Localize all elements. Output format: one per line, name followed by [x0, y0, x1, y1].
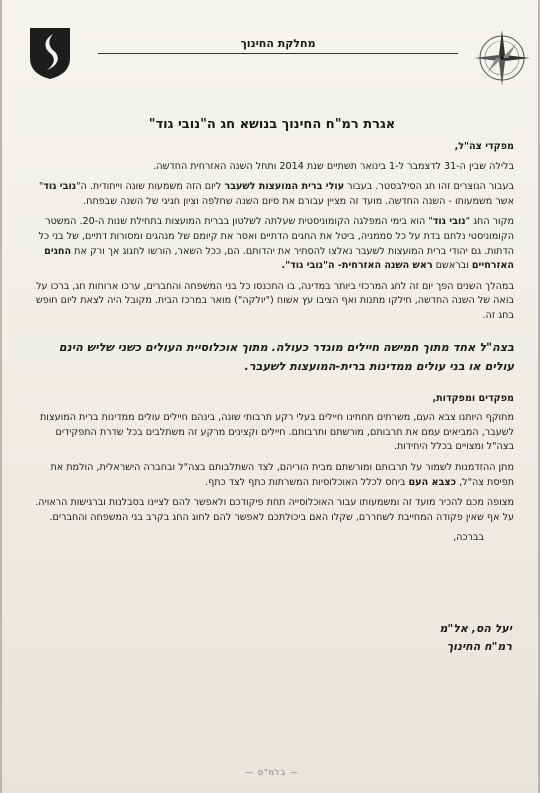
p2-text-a: בעבור הנוצרים זהו חג הסילבסטר. בעבור: [344, 181, 514, 193]
signature-block: [362, 620, 512, 656]
greeting: מפקדי צה"ל,: [454, 141, 514, 152]
p3-text-c: " הוא בימי המפלגה הקומוניסטית שעלתה לשלטון בברית המועצות בתחילת שנות ה-20. המשטר הקומוניסטי נלחם בדת על כל סממניה, ביטל את החגים הדתיים ואסר את קיומם של מנהגים ומסורות דתיים, של בני כל הדתות. גם יהודי ברית המועצות לשעבר נאלצו להסתיר את יהדותם. הם, ככל השאר, הורשו לחגוג אך ורק את: [38, 216, 514, 257]
p6-text-c: ביחס לכלל האוכלוסיות המשרתות כתף לצד כתף.: [205, 476, 409, 488]
p6-text-a: מתן ההזדמנות לשמור על תרבותם ומורשתם מבית הוריהם, לצד השתלבותם בצה"ל ובחברה הישראלית, הולמת את תפיסת צה"ל,: [50, 461, 514, 488]
p2-text-c: ליום הזה משמעות שונה וייחודית. ה": [76, 181, 225, 193]
paragraph-5: מתוקף היותנו צבא העם, משרתים תחתינו חיילים בעלי רקע תרבותי שונה, בינהם חיילים עולים ממדינות ברית המועצות לשעבר, המביאים עמם את תרבותם, מורשתם ותרבותם. חיילים וקצינים מרקע זה משתלבים בכל שדרת התפקידים בצה"ל ומצויים בכלל היחידות.: [39, 412, 514, 453]
letter-page: [2, 0, 538, 793]
p3-bold-civil-holidays: החגים האזרחיים: [44, 245, 514, 272]
p3-text-a: מקור החג ": [465, 216, 514, 228]
p2-bold-soviet: עולי ברית המועצות לשעבר: [224, 181, 345, 193]
paragraph-6: [30, 461, 514, 490]
p3-bold-new-year: ראש השנה האזרחית- ה"נובי גוד".: [281, 260, 433, 272]
closing: בברכה,: [453, 532, 484, 544]
compass-rose-icon: [472, 28, 532, 88]
paragraph-1: בלילה שבין ה-31 לדצמבר ל-1 בינואר תשתיים שנת 2014 ותחל השנה האזרחית החדשה.: [153, 160, 514, 172]
p2-bold-novy-god: נובי גוד: [43, 181, 77, 193]
signature-name: יעל הס, אל"מ: [439, 622, 512, 635]
sword-flame-emblem-icon: [28, 26, 72, 80]
greeting-commanders: מפקדים ומפקדות,: [432, 392, 514, 404]
paragraph-2: [30, 180, 514, 209]
p3-text-e: ובראשם: [432, 260, 472, 272]
classification-stamp: — בלמ"ס —: [245, 768, 299, 777]
paragraph-3: [30, 215, 514, 273]
letter-title: אגרת רמ"ח החינוך בנושא חג ה"נובי גוד": [148, 117, 396, 132]
highlight-statement: בצה"ל אחד מתוך חמישה חיילים מוגדר כעולה. מתוך אוכלוסיית העולים כשני שליש הינם עולים או בני עולים ממדינות ברית-המועצות לשעבר.: [58, 340, 514, 373]
letter-body: [30, 140, 514, 552]
p2-text-e: " אשר משמעותו - השנה החדשה. מועד זה מציין עבורם את סיום השנה שחלפה וציון חגיגי של השנה שבפתח.: [38, 181, 514, 207]
p3-bold-novy-god: נובי גוד: [432, 216, 466, 228]
paragraph-7: מצופה מכם להכיר מועד זה ומשמעותו עבור האוכלוסייה תחת פיקודכם ולאפשר להם לציינו בסבלנות וברגישות הראויה. על אף שאין פקודה המחייבת לשחררם, שקלו האם ביכולתכם לאפשר להם לחוג החג בקרב בני המשפחה והחברים.: [35, 497, 514, 523]
paragraph-4: במהלך השנים הפך יום זה לחג המרכזי ביותר במדינה, בו התכנסו כל בני המשפחה והחברים, ערכו ארוחות חג, ברכו על בואה של השנה החדשה, חילקו מתנות ואף הציבו עץ אשוח ("יולקה") מואר במרכז הבית. מקובל היה לצאת ליום חופש בחג זה.: [35, 280, 514, 321]
signature-role: רמ"ח החינוך: [446, 640, 512, 653]
p6-bold-peoples-army: כצבא העם: [408, 476, 457, 488]
department-header: מחלקת החינוך: [98, 37, 458, 54]
